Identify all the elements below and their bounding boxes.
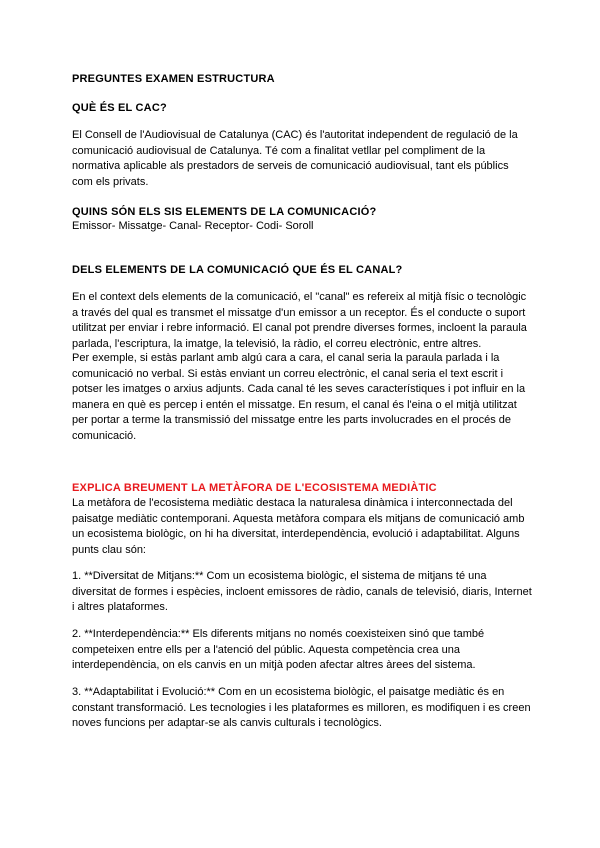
heading-what-is-cac: QUÈ ÉS EL CAC? — [72, 102, 167, 114]
paragraph-point-diversity: 1. **Diversitat de Mitjans:** Com un ecosistema biològic, el sistema de mitjans té una diversitat de formes i espècies, incloent emissores de ràdio, canals de televisió, diaris, Internet i altres plataformes. — [72, 570, 532, 614]
paragraph-channel-definition: En el context dels elements de la comunicació, el "canal" es refereix al mitjà físic o tecnològic a través del qual es transmet el missatge d'un emissor a un receptor. És el conducte o suport utilitzat per enviar i rebre informació. El canal pot prendre diverses formes, incloent la paraula parlada, l'escriptura, la imatge, la televisió, la ràdio, el correu electrònic, entre altres. — [72, 291, 527, 350]
heading-media-ecosystem: EXPLICA BREUMENT LA METÀFORA DE L'ECOSISTEMA MEDIÀTIC — [72, 482, 437, 494]
paragraph-channel-example: Per exemple, si estàs parlant amb algú cara a cara, el canal seria la paraula parlada i la comunicació no verbal. Si estàs enviant un correu electrònic, el canal seria el text escrit i potser les imatges o arxius adjunts. Cada canal té les seves característiques i pot influir en la manera en què es percep i entén el missatge. En resum, el canal és l'eina o el mitjà utilitzat per portar a terme la transmissió del missatge entre les parts involucrades en el procés de comunicació. — [72, 352, 526, 442]
heading-what-is-channel: DELS ELEMENTS DE LA COMUNICACIÓ QUE ÉS EL CANAL? — [72, 264, 403, 276]
paragraph-cac-definition: El Consell de l'Audiovisual de Catalunya (CAC) és l'autoritat independent de regulació de la comunicació audiovisual de Catalunya. Té com a finalitat vetllar pel compliment de la normativa aplicable als prestadors de serveis de comunicació audiovisual, tant els públics com els privats. — [72, 129, 518, 188]
paragraph-ecosystem-intro: La metàfora de l'ecosistema mediàtic destaca la naturalesa dinàmica i interconnectada del paisatge mediàtic contemporani. Aquesta metàfora compara els mitjans de comunicació amb un ecosistema biològic, on hi ha diversitat, interdependència, evolució i adaptabilitat. Alguns punts clau són: — [72, 497, 525, 556]
paragraph-point-adaptability: 3. **Adaptabilitat i Evolució:** Com en un ecosistema biològic, el paisatge mediàtic és en constant transformació. Les tecnologies i les plataformes es milloren, es modifiquen i es creen noves funcions per adaptar-se als canvis culturals i tecnològics. — [72, 686, 531, 730]
heading-six-elements: QUINS SÓN ELS SIS ELEMENTS DE LA COMUNICACIÓ? — [72, 206, 377, 218]
document-title: PREGUNTES EXAMEN ESTRUCTURA — [72, 73, 275, 85]
paragraph-point-interdependence: 2. **Interdependència:** Els diferents mitjans no només coexisteixen sinó que també competeixen entre ells per a l'atenció del públic. Aquesta competència crea una interdependència, on els canvis en un mitjà poden afectar altres àrees del sistema. — [72, 628, 485, 672]
paragraph-elements-list: Emissor- Missatge- Canal- Receptor- Codi- Soroll — [72, 220, 314, 232]
